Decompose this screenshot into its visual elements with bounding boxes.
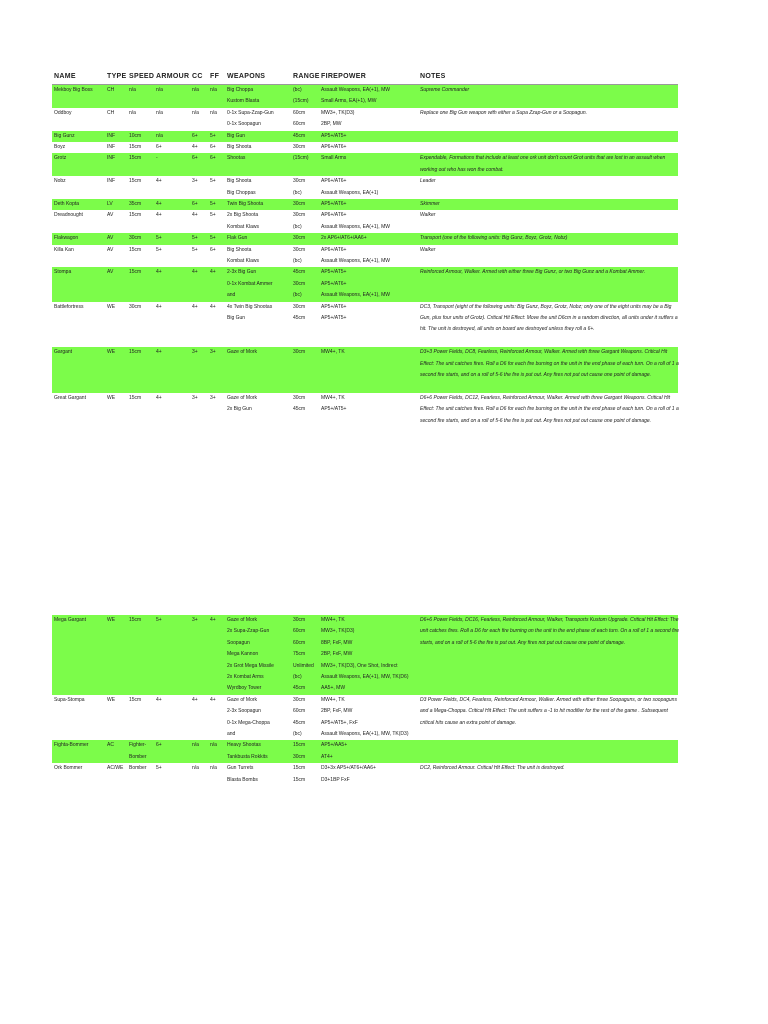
unit-table-continued [52, 615, 678, 786]
unit-speed: 15cm [129, 617, 142, 623]
weapon-range: 30cm [293, 212, 306, 219]
table-row [52, 153, 678, 176]
weapon-name: Big Choppa [227, 87, 254, 93]
weapon-name: 0-1x Supa-Zzap-Gun [227, 109, 274, 116]
unit-armour: 4+ [156, 394, 162, 401]
weapon-range: (15cm) [293, 98, 309, 105]
weapon-range: 60cm [293, 109, 306, 116]
unit-type: AV [107, 212, 114, 219]
unit-notes: Skimmer [420, 200, 440, 207]
weapon-name: Gaze of Mork [227, 349, 258, 356]
weapon-range: 45cm [293, 269, 306, 276]
weapon-name: 2x Big Gun [227, 406, 252, 413]
weapon-range: 45cm [293, 685, 306, 692]
weapon-range: 75cm [293, 651, 306, 658]
unit-notes: DC3, Transport (eight of the following units: Big Gunz, Boyz, Grotz, Nobz; only one of the eight units may be a Big Gun, plus four units of Grotz). Critical Hit Effect: Move the unit D6cm in a random direction, all units under it suffers a hit. The unit is destroyed, all units on board are destroyed unless they roll a 6+. [420, 303, 678, 333]
unit-ff: 6+ [210, 143, 216, 150]
unit-armour: n/a [156, 109, 163, 116]
weapon-range: 30cm [293, 246, 306, 253]
weapon-range: 30cm [293, 280, 306, 287]
weapon-range: 30cm [293, 143, 306, 150]
unit-speed: 15cm [129, 269, 142, 276]
unit-ff: 4+ [210, 617, 216, 623]
unit-armour: 5+ [156, 235, 162, 242]
table-row [52, 347, 678, 393]
weapon-range: 30cm [293, 753, 306, 760]
weapon-name: Kustom Blasta [227, 98, 260, 105]
weapon-name: Big Gun [227, 314, 246, 321]
weapon-range: (bc) [293, 730, 302, 737]
weapon-name: 2x Supa-Zzap-Gun [227, 628, 270, 635]
unit-armour: n/a [156, 87, 163, 93]
weapon-name: Gun Turrets [227, 765, 254, 772]
table-row [52, 108, 678, 131]
table-row [52, 245, 678, 268]
weapon-name: 2x Grot Mega Missile [227, 662, 274, 669]
weapon-name: Blasta Bombs [227, 776, 258, 783]
weapon-name: Flak Gun [227, 235, 248, 242]
weapon-range: 60cm [293, 639, 306, 646]
weapon-firepower: MW4+, TK [321, 349, 345, 356]
header-cc: CC [192, 73, 203, 80]
unit-cc: 6+ [192, 200, 198, 207]
unit-name: Stompa [54, 269, 72, 276]
weapon-name: Gaze of Mork [227, 394, 258, 401]
unit-ff: 5+ [210, 235, 216, 242]
unit-ff: 5+ [210, 132, 216, 139]
weapon-range: 15cm [293, 776, 306, 783]
unit-notes: DC2, Reinforced Armour. Critical Hit Effect: The unit is destroyed. [420, 765, 565, 772]
weapon-range: (bc) [293, 87, 302, 93]
weapon-range: 30cm [293, 394, 306, 401]
unit-armour: 5+ [156, 765, 162, 772]
unit-ff: n/a [210, 742, 217, 749]
unit-speed: n/a [129, 87, 136, 93]
unit-name: Dreadnought [54, 212, 83, 219]
weapon-range: 30cm [293, 200, 306, 207]
weapon-firepower: AP6+/AT6+ [321, 212, 347, 219]
weapon-name: 0-1x Mega-Choppa [227, 719, 270, 726]
unit-notes: Supreme Commander [420, 87, 470, 93]
unit-ff: 4+ [210, 696, 216, 703]
unit-type: WE [107, 394, 116, 401]
weapon-range: 30cm [293, 303, 306, 310]
weapon-firepower: AP6+/AT6+ [321, 246, 347, 253]
header-armour: ARMOUR [156, 73, 190, 80]
unit-armour: 6+ [156, 742, 162, 749]
unit-type: CH [107, 109, 115, 116]
weapon-firepower: D3+1BP FxF [321, 776, 350, 783]
unit-cc: n/a [192, 87, 199, 93]
weapon-firepower: D3+3x AP5+/AT6+/AA6+ [321, 765, 376, 772]
weapon-firepower: Assault Weapons, EA(+1), MW [321, 87, 390, 93]
weapon-firepower: Assault Weapons, EA(+1), MW [321, 223, 390, 230]
unit-cc: 5+ [192, 246, 198, 253]
weapon-name: Big Shoota [227, 178, 252, 185]
unit-armour: 5+ [156, 617, 162, 623]
unit-notes: Walker [420, 246, 436, 253]
unit-ff: 5+ [210, 212, 216, 219]
unit-notes: Expendable, Formations that include at least one ork unit don't count Grot units that are lost in an assault when working out who has won the combat. [420, 155, 666, 173]
weapon-name: Gaze of Mork [227, 617, 258, 623]
unit-name: Boyz [54, 143, 66, 150]
header-notes: NOTES [420, 73, 446, 80]
unit-cc: 4+ [192, 269, 198, 276]
weapon-range: 30cm [293, 696, 306, 703]
unit-cc: n/a [192, 109, 199, 116]
header-speed: SPEED [129, 73, 155, 80]
weapon-name: Big Shoota [227, 143, 252, 150]
weapon-firepower: AP5+/AT5+, FxF [321, 719, 358, 726]
weapon-range: (bc) [293, 189, 302, 196]
unit-armour: 4+ [156, 200, 162, 207]
unit-speed: Fighter-Bomber [129, 742, 147, 760]
unit-notes: Leader [420, 178, 436, 185]
table-row [52, 131, 678, 142]
weapon-firepower: MW4+, TK [321, 696, 345, 703]
unit-armour: 5+ [156, 246, 162, 253]
unit-type: INF [107, 178, 116, 185]
unit-speed: 30cm [129, 235, 142, 242]
weapon-name: Gaze of Mork [227, 696, 258, 703]
weapon-range: 45cm [293, 314, 306, 321]
unit-armour: 4+ [156, 212, 162, 219]
unit-type: WE [107, 696, 116, 703]
table-row [52, 302, 678, 348]
unit-name: Mekboy Big Boss [54, 87, 93, 93]
table-body-continued [52, 615, 678, 786]
weapon-name: 2-3x Soopagun [227, 708, 261, 715]
weapon-range: (bc) [293, 257, 302, 264]
weapon-name: 2-3x Big Gun [227, 269, 257, 276]
table-body [52, 85, 678, 438]
header-type: TYPE [107, 73, 127, 80]
table-row [52, 763, 678, 786]
unit-speed: 15cm [129, 178, 142, 185]
unit-armour: 4+ [156, 303, 162, 310]
unit-cc: n/a [192, 765, 199, 772]
weapon-firepower: AP5+/AT5+ [321, 314, 347, 321]
weapon-range: 45cm [293, 406, 306, 413]
table-row [52, 210, 678, 233]
unit-type: AC [107, 742, 114, 749]
weapon-firepower: MW4+, TK [321, 394, 345, 401]
weapon-name: Tankbusta Rokkits [227, 753, 268, 760]
unit-notes: Replace one Big Gun weapon with either a Supa Zzap-Gun or a Soopagun. [420, 109, 588, 116]
unit-ff: 3+ [210, 394, 216, 401]
unit-ff: 3+ [210, 349, 216, 356]
weapon-firepower: Assault Weapons, EA(+1) [321, 189, 379, 196]
weapon-firepower: AA5+, MW [321, 685, 346, 692]
weapon-range: 30cm [293, 349, 306, 356]
weapon-range: (bc) [293, 292, 302, 299]
table-row [52, 233, 678, 244]
unit-name: Battlefortress [54, 303, 84, 310]
weapon-firepower: Assault Weapons, EA(+1), MW, TK(D3) [321, 730, 409, 737]
weapon-firepower: MW3+, TK(D3) [321, 109, 355, 116]
unit-ff: 4+ [210, 303, 216, 310]
weapon-name: 0-1x Soopagun [227, 121, 261, 128]
unit-speed: 15cm [129, 143, 142, 150]
unit-name: Nobz [54, 178, 66, 185]
weapon-firepower: AP5+/AT5+ [321, 406, 347, 413]
weapon-name: Big Gun [227, 132, 246, 139]
weapon-range: 30cm [293, 617, 306, 623]
table-row [52, 393, 678, 439]
weapon-firepower: 2BP, MW [321, 121, 342, 128]
unit-type: INF [107, 143, 116, 150]
unit-cc: 5+ [192, 235, 198, 242]
unit-armour: 4+ [156, 349, 162, 356]
table-header [52, 70, 678, 85]
table-row [52, 615, 678, 695]
unit-cc: 3+ [192, 349, 198, 356]
unit-cc: n/a [192, 742, 199, 749]
unit-ff: 5+ [210, 200, 216, 207]
header-firepower: FIREPOWER [321, 73, 367, 80]
weapon-name: and [227, 730, 236, 737]
unit-speed: 15cm [129, 696, 142, 703]
unit-armour: n/a [156, 132, 163, 139]
header-name: NAME [54, 73, 76, 80]
weapon-name: 2x Kombat Arms [227, 674, 264, 680]
unit-type: AV [107, 269, 114, 276]
weapon-name: 2x Big Shoota [227, 212, 259, 219]
weapon-firepower: AP6+/AT6+ [321, 178, 347, 185]
weapon-range: (15cm) [293, 155, 309, 162]
weapon-range: 15cm [293, 765, 306, 772]
unit-ff: 6+ [210, 246, 216, 253]
unit-cc: 4+ [192, 303, 198, 310]
unit-name: Deth Kopta [54, 200, 80, 207]
unit-speed: 15cm [129, 155, 142, 162]
unit-speed: 30cm [129, 303, 142, 310]
unit-speed: 35cm [129, 200, 142, 207]
weapon-range: 30cm [293, 178, 306, 185]
unit-speed: 15cm [129, 349, 142, 356]
weapon-name: Big Choppas [227, 189, 256, 196]
weapon-firepower: AT4+ [321, 753, 333, 760]
unit-armour: - [156, 155, 158, 162]
unit-armour: 4+ [156, 269, 162, 276]
unit-speed: Bomber [129, 765, 147, 772]
weapon-name: Big Shoota [227, 246, 252, 253]
header-range: RANGE [293, 73, 320, 80]
weapon-firepower: Assault Weapons, EA(+1), MW [321, 257, 390, 264]
unit-speed: n/a [129, 109, 136, 116]
weapon-range: (bc) [293, 223, 302, 230]
weapon-firepower: AP5+/AT5+ [321, 269, 347, 276]
weapon-range: 45cm [293, 719, 306, 726]
unit-name: Ork Bommer [54, 765, 83, 772]
table-row [52, 740, 678, 763]
unit-type: LV [107, 200, 113, 207]
unit-name: Supa-Stompa [54, 696, 85, 703]
weapon-range: 30cm [293, 235, 306, 242]
weapon-firepower: 2BP, FxF, MW [321, 651, 353, 658]
weapon-firepower: Assault Weapons, EA(+1), MW [321, 292, 390, 299]
weapon-firepower: Assault Weapons, EA(+1), MW, TK(D6) [321, 674, 409, 680]
unit-name: Gargant [54, 349, 73, 356]
unit-cc: 4+ [192, 696, 198, 703]
weapon-firepower: AP5+/AT6+ [321, 200, 347, 207]
unit-ff: n/a [210, 109, 217, 116]
unit-cc: 4+ [192, 212, 198, 219]
unit-speed: 10cm [129, 132, 142, 139]
weapon-range: 45cm [293, 132, 306, 139]
unit-type: AC/WE [107, 765, 124, 772]
unit-armour: 6+ [156, 143, 162, 150]
weapon-firepower: AP5+/AT5+ [321, 132, 347, 139]
weapon-firepower: AP6+/AT6+ [321, 143, 347, 150]
unit-type: AV [107, 246, 114, 253]
unit-cc: 3+ [192, 617, 198, 623]
unit-name: Fighta-Bommer [54, 742, 89, 749]
weapon-name: Twin Big Shoota [227, 200, 264, 207]
unit-notes: Reinforced Armour, Walker. Armed with either three Big Gunz, or two Big Gunz and a Kombat Ammer. [420, 269, 646, 276]
weapon-range: 60cm [293, 121, 306, 128]
unit-armour: 4+ [156, 696, 162, 703]
unit-name: Grotz [54, 155, 67, 162]
table-row [52, 142, 678, 153]
unit-name: Flakwagon [54, 235, 79, 242]
table-row [52, 199, 678, 210]
unit-cc: 4+ [192, 143, 198, 150]
weapon-name: and [227, 292, 236, 299]
header-ff: FF [210, 73, 220, 80]
weapon-firepower: 2BP, FxF, MW [321, 708, 353, 715]
unit-type: WE [107, 617, 116, 623]
weapon-name: Shootas [227, 155, 246, 162]
weapon-range: 15cm [293, 742, 306, 749]
weapon-range: Unlimited [293, 662, 314, 669]
weapon-firepower: AP5+/AT6+ [321, 280, 347, 287]
unit-name: Great Gargant [54, 394, 86, 401]
unit-speed: 15cm [129, 212, 142, 219]
table-row [52, 695, 678, 741]
weapon-name: Wyrdboy Tower [227, 685, 262, 692]
unit-type: WE [107, 303, 116, 310]
unit-speed: 15cm [129, 394, 142, 401]
weapon-name: Kombat Klaws [227, 223, 259, 230]
unit-name: Oddboy [54, 109, 72, 116]
unit-cc: 6+ [192, 155, 198, 162]
weapon-firepower: 2x AP6+/AT6+/AA6+ [321, 235, 367, 242]
weapon-name: Heavy Shootas [227, 742, 261, 749]
unit-name: Mega Gargant [54, 617, 86, 623]
weapon-name: 0-1x Kombat Ammer [227, 280, 273, 287]
weapon-firepower: MW3+, TK(D3) [321, 628, 355, 635]
weapon-firepower: AP5+/AT6+ [321, 303, 347, 310]
weapon-name: Kombat Klaws [227, 257, 259, 264]
unit-ff: n/a [210, 765, 217, 772]
unit-type: CH [107, 87, 115, 93]
table-row [52, 85, 678, 108]
unit-notes: D6+6 Power Fields, DC12, Fearless, Reinforced Armour, Walker. Armed with three Gargant Weapons. Critical Hit Effect: The unit catches fires. Roll a D6 for each fire burning on the unit in the end phase of each turn. On a roll of 1 a second fire starts, and on a roll of 5-6 the fire is put out. Any fires not put out cause one point of damage. [420, 394, 679, 424]
unit-ff: n/a [210, 87, 217, 93]
weapon-name: Mega Kannon [227, 651, 259, 658]
weapon-range: (bc) [293, 674, 302, 680]
unit-type: AV [107, 235, 114, 242]
header-weapons: WEAPONS [227, 73, 266, 80]
unit-name: Big Gunz [54, 132, 75, 139]
unit-table [52, 70, 678, 438]
unit-type: INF [107, 132, 116, 139]
unit-cc: 3+ [192, 394, 198, 401]
weapon-firepower: Small Arms, EA(+1), MW [321, 98, 377, 105]
unit-armour: 4+ [156, 178, 162, 185]
table-row [52, 267, 678, 301]
unit-ff: 4+ [210, 269, 216, 276]
weapon-firepower: Small Arms [321, 155, 347, 162]
unit-type: WE [107, 349, 116, 356]
weapon-firepower: MW4+, TK [321, 617, 345, 623]
unit-cc: 6+ [192, 132, 198, 139]
weapon-firepower: MW3+, TK(D3), One Shot, Indirect [321, 662, 398, 669]
unit-name: Killa Kan [54, 246, 74, 253]
unit-type: INF [107, 155, 116, 162]
unit-notes: Transport (one of the following units: Big Gunz, Boyz, Grotz, Nobz) [420, 235, 568, 242]
unit-ff: 5+ [210, 178, 216, 185]
weapon-name: Soopagun [227, 639, 250, 646]
unit-notes: D6+6 Power Fields, DC16, Fearless, Reinforced Armour, Walker, Transports Kustom Upgrade. Critical Hit Effect: The unit catches fires. Roll a D6 for each fire burning on the unit in the end phase of each turn. On a roll of 1 a second fire starts, and on a roll of 5-6 the fire is put out. Any fires not put out cause one point of damage. [420, 617, 680, 646]
weapon-range: 60cm [293, 628, 306, 635]
unit-notes: D3+3 Power Fields, DC8, Fearless, Reinforced Armour, Walker. Armed with three Gargant Weapons. Critical Hit Effect: The unit catches fires. Roll a D6 for each fire burning on the unit in the end phase of each turn. On a roll of 1 a second fire starts, and on a roll of 5-6 the fire is put out. Any fires not put out cause one point of damage. [420, 349, 679, 378]
unit-ff: 6+ [210, 155, 216, 162]
unit-cc: 3+ [192, 178, 198, 185]
unit-notes: D3 Power Fields, DC4, Fearless, Reinforced Armour, Walker. Armed with either three Soopaguns, or two soopaguns and a Mega-Choppa. Critical Hit Effect: The unit suffers a -1 to hit modifier for the rest of the game . Subsequent critical hits cause an extra point of damage. [420, 696, 677, 726]
unit-speed: 15cm [129, 246, 142, 253]
table-row [52, 176, 678, 199]
unit-notes: Walker [420, 212, 436, 219]
weapon-firepower: 8BP, FxF, MW [321, 639, 353, 646]
weapon-firepower: AP5+/AA5+ [321, 742, 348, 749]
weapon-range: 60cm [293, 708, 306, 715]
weapon-name: 4x Twin Big Shootas [227, 303, 273, 310]
